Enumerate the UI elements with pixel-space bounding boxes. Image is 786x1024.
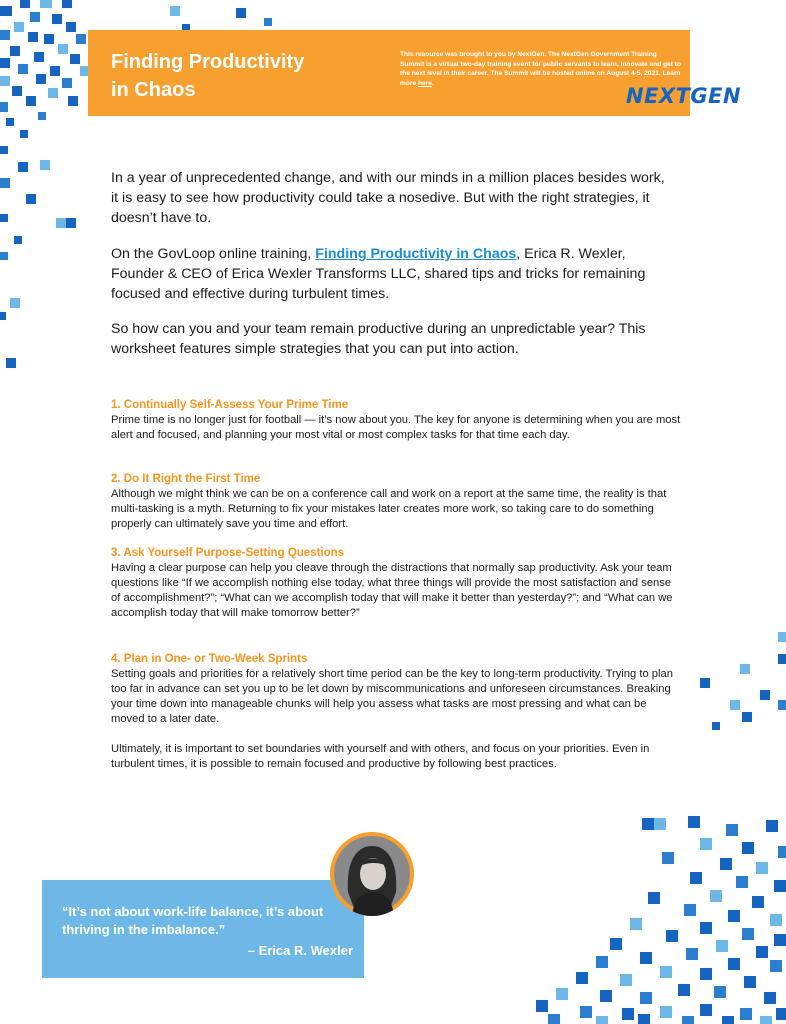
pixel-square: [236, 8, 246, 18]
pixel-square: [0, 214, 8, 222]
pixel-square: [20, 0, 30, 8]
section-heading: 2. Do It Right the First Time: [111, 473, 261, 485]
pixel-square: [660, 1006, 672, 1018]
pixel-square: [774, 934, 786, 946]
pixel-square: [760, 690, 770, 700]
pixel-square: [778, 632, 786, 642]
nextgen-logo: NEXTGEN: [626, 84, 742, 108]
pixel-square: [556, 988, 568, 1000]
pixel-square: [0, 30, 10, 40]
intro-paragraph-1: In a year of unprecedented change, and with our minds in a million places besides work, it is easy to see how productivity could take a nosedive. But with the right strategies, it doesn’t have to.: [111, 170, 665, 226]
section-heading: 4. Plan in One- or Two-Week Sprints: [111, 653, 308, 665]
pixel-square: [710, 890, 722, 902]
pixel-square: [34, 52, 44, 62]
portrait-image: [330, 832, 414, 916]
pixel-square: [0, 102, 8, 112]
pixel-square: [26, 96, 36, 106]
header-banner: [88, 30, 690, 116]
pixel-square: [648, 892, 660, 904]
pixel-square: [0, 178, 10, 188]
intro-paragraph-3: So how can you and your team remain productive during an unpredictable year? This worksheet features simple strategies that you can put into action.: [111, 321, 646, 357]
pixel-square: [682, 1016, 694, 1024]
section-3: [111, 546, 681, 621]
pixel-square: [62, 0, 72, 8]
pixel-square: [48, 88, 58, 98]
pixel-square: [622, 1008, 634, 1020]
pixel-square: [756, 946, 768, 958]
pixel-square: [0, 76, 10, 86]
pixel-square: [68, 96, 78, 106]
pixel-square: [12, 86, 22, 96]
section-body: Having a clear purpose can help you cleave through the distractions that normally sap productivity. Ask your team questions like “If we accomplish nothing else today, what three things will provide the most satisfaction and sense of accomplishment?”; “What can we accomplish today that will make it better than yesterday?”; and “What can we accomplish today that will make tomorrow better?”: [111, 562, 673, 619]
pixel-square: [630, 918, 642, 930]
quote-author: – Erica R. Wexler: [247, 943, 353, 958]
sponsor-note-text: This resource was brought to you by NextGen. The NextGen Government Training Summit is a virtual two-day training event for public servants to learn, innovate and get to the next level in their career. The Summit will be hosted online on August 4-5, 2021. Learn more: [400, 51, 682, 87]
pixel-square: [728, 910, 740, 922]
pixel-square: [778, 700, 786, 710]
pixel-square: [56, 218, 66, 228]
pixel-square: [684, 904, 696, 916]
pixel-square: [642, 818, 654, 830]
pixel-square: [756, 862, 768, 874]
pixel-square: [700, 838, 712, 850]
pixel-square: [10, 46, 20, 56]
sponsor-note-end: .: [431, 79, 434, 87]
pixel-square: [742, 928, 754, 940]
pixel-square: [740, 1008, 752, 1020]
pixel-square: [662, 852, 674, 864]
pixel-square: [50, 66, 60, 76]
pixel-square: [40, 160, 50, 170]
pixel-square: [688, 816, 700, 828]
pixel-square: [742, 842, 754, 854]
pixel-square: [742, 712, 752, 722]
pixel-square: [30, 12, 40, 22]
pixel-square: [752, 896, 764, 908]
pixel-square: [666, 930, 678, 942]
pixel-square: [580, 1006, 592, 1018]
pixel-square: [640, 992, 652, 1004]
pixel-square: [264, 18, 272, 26]
pixel-square: [778, 654, 786, 664]
sponsor-note: [400, 50, 682, 88]
pixel-square: [52, 14, 62, 24]
pixel-square: [686, 948, 698, 960]
pixel-square: [720, 858, 732, 870]
pixel-square: [712, 722, 720, 730]
quote-text: “It’s not about work-life balance, it’s about thriving in the imbalance.”: [62, 904, 324, 937]
pixel-square: [596, 956, 608, 968]
pixel-square: [576, 972, 588, 984]
pixel-square: [0, 146, 8, 154]
pixel-square: [764, 992, 776, 1004]
pixel-square: [766, 820, 778, 832]
pixel-square: [36, 74, 46, 84]
section-heading: 3. Ask Yourself Purpose-Setting Questions: [111, 547, 345, 559]
pixel-square: [14, 22, 24, 32]
section-body: Although we might think we can be on a conference call and work on a report at the same time, the reality is that multi-tasking is a myth. Returning to fix your mistakes later creates more work, so taking care to do something properly can ultimately save you time and effort.: [111, 488, 667, 530]
intro-p2-before: On the GovLoop online training,: [111, 246, 316, 262]
pixel-square: [40, 0, 52, 8]
quote-box: [42, 880, 364, 978]
pixel-square: [20, 130, 28, 138]
learn-more-link[interactable]: here: [417, 79, 432, 87]
pixel-square: [690, 872, 702, 884]
section-2: [111, 472, 681, 532]
pixel-square: [66, 218, 76, 228]
pixel-square: [6, 118, 14, 126]
pixel-square: [28, 32, 38, 42]
pixel-square: [62, 78, 72, 88]
pixel-square: [66, 22, 76, 32]
pixel-square: [548, 1014, 560, 1024]
intro-paragraph-2: [111, 244, 671, 304]
pixel-square: [654, 818, 666, 830]
pixel-square: [26, 194, 36, 204]
pixel-square: [730, 700, 740, 710]
pixel-square: [610, 938, 622, 950]
pixel-square: [770, 914, 782, 926]
pixel-square: [700, 968, 712, 980]
pixel-square: [10, 298, 20, 308]
pixel-square: [58, 44, 68, 54]
pixel-square: [170, 6, 180, 16]
avatar: [330, 832, 414, 916]
pixel-square: [6, 358, 16, 368]
pixel-square: [0, 312, 6, 320]
pixel-square: [778, 846, 786, 858]
pixel-square: [0, 6, 12, 16]
pixel-square: [600, 990, 612, 1002]
section-body: Setting goals and priorities for a relatively short time period can be the key to long-term productivity. Trying to plan too far in advance can set you up to be let down by miscommunications and unforeseen circumstances. Breaking your time down into manageable chunks will help you assess what tasks are most pressing and what can be moved to a later date.: [111, 668, 673, 725]
pixel-square: [14, 236, 22, 244]
pixel-square: [736, 876, 748, 888]
pixel-square: [744, 976, 756, 988]
pixel-square: [700, 1004, 712, 1016]
section-4: [111, 652, 681, 727]
pixel-square: [70, 54, 80, 64]
section-body: Prime time is no longer just for football — it’s now about you. The key for anyone is determining when you are most alert and focused, and planning your most vital or most complex tasks for that time each day.: [111, 414, 681, 441]
pixel-square: [722, 1016, 734, 1024]
section-heading: 1. Continually Self-Assess Your Prime Time: [111, 399, 349, 411]
training-link[interactable]: Finding Productivity in Chaos: [315, 246, 517, 262]
pixel-square: [638, 1014, 650, 1024]
pixel-square: [18, 64, 28, 74]
pixel-square: [678, 984, 690, 996]
pixel-square: [700, 922, 712, 934]
pixel-square: [38, 112, 46, 120]
pixel-square: [760, 1016, 772, 1024]
pixel-square: [660, 966, 672, 978]
pixel-square: [18, 162, 28, 172]
pixel-square: [620, 974, 632, 986]
intro-p2-after: , Erica R. Wexler, Founder & CEO of Erica Wexler Transforms LLC, shared tips and tricks for remaining focused and effective during turbulent times.: [111, 246, 646, 302]
pixel-square: [700, 678, 710, 688]
conclusion-text: Ultimately, it is important to set boundaries with yourself and with others, and focus on your priorities. Even in turbulent times, it is possible to remain focused and productive by following best practices.: [111, 743, 650, 770]
page-title: [111, 48, 371, 104]
pixel-square: [640, 952, 652, 964]
pixel-square: [536, 1000, 548, 1012]
conclusion: [111, 742, 681, 772]
pixel-square: [728, 958, 740, 970]
pixel-square: [716, 940, 728, 952]
pixel-square: [596, 1016, 608, 1024]
pixel-square: [76, 34, 86, 44]
pixel-square: [726, 824, 738, 836]
pixel-square: [0, 252, 8, 260]
pixel-square: [770, 960, 782, 972]
pixel-square: [774, 880, 786, 892]
pixel-square: [44, 34, 54, 44]
pixel-square: [740, 664, 750, 674]
pixel-square: [80, 66, 88, 76]
title-line-1: Finding Productivity: [111, 51, 305, 73]
pixel-square: [776, 1008, 786, 1020]
section-1: [111, 398, 681, 443]
title-line-2: in Chaos: [111, 79, 196, 101]
pixel-square: [0, 58, 10, 68]
pixel-square: [714, 986, 726, 998]
